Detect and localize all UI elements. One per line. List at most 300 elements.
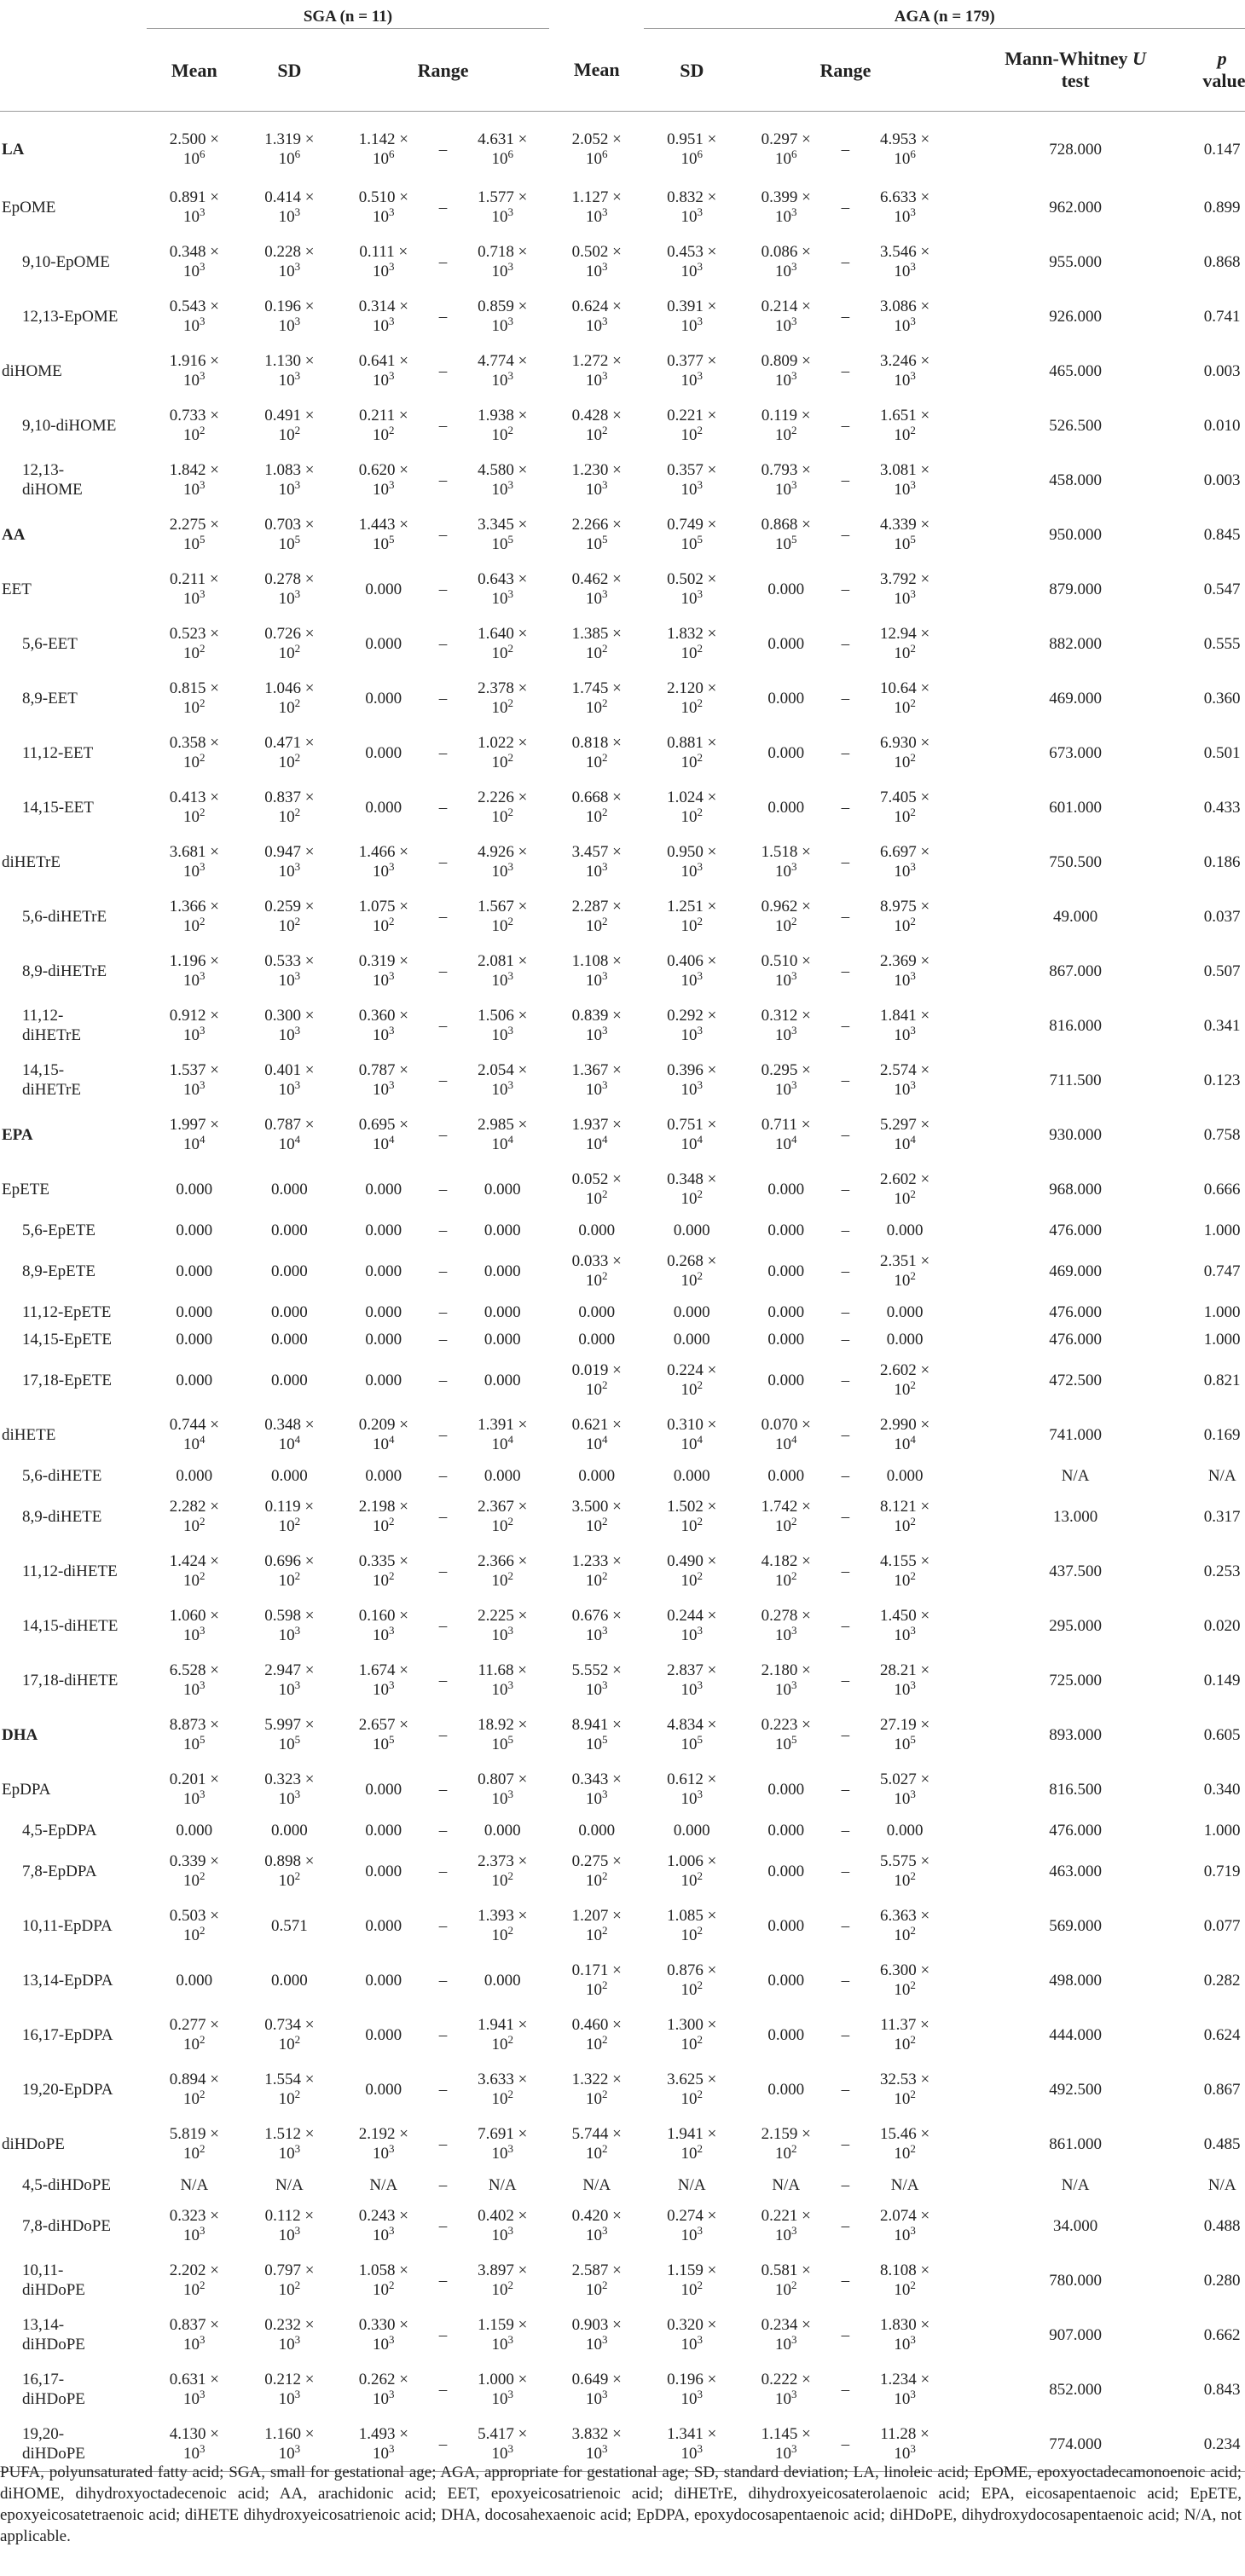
row-label: 17,18-diHETE (22, 1671, 119, 1689)
aga-range-low: 0.000 (767, 1916, 805, 1935)
aga-range-high: 2.602 × $10^2$ (880, 1360, 930, 1399)
aga-range-low: 0.223 × $10^5$ (761, 1715, 811, 1753)
aga-range-low: 0.000 (767, 1221, 805, 1239)
p-value: 0.341 (1203, 1016, 1241, 1035)
range-separator: – (438, 307, 448, 326)
sga-sd: 0.000 (271, 1302, 308, 1321)
aga-sd: 0.377 × $10^3$ (667, 351, 717, 390)
range-separator: – (438, 907, 448, 926)
p-value: 0.845 (1203, 525, 1241, 544)
sga-mean: 0.000 (176, 1821, 213, 1840)
table-row (0, 1326, 1245, 1353)
aga-mean: 1.108 × $10^3$ (571, 951, 622, 990)
table-row (0, 2362, 1245, 2417)
range-separator: – (438, 580, 448, 598)
sga-sd: 0.703 × $10^5$ (264, 515, 315, 553)
range-separator: – (841, 198, 850, 217)
aga-range-high: 3.792 × $10^3$ (880, 569, 930, 608)
aga-sd: 0.832 × $10^3$ (667, 188, 717, 226)
sga-sd: 0.734 × $10^2$ (264, 2015, 315, 2053)
range-separator: – (841, 1725, 850, 1744)
aga-range-low: 0.962 × $10^2$ (761, 897, 811, 935)
sga-range-high: 0.000 (484, 1221, 521, 1239)
aga-sd: 0.749 × $10^5$ (667, 515, 717, 553)
range-separator: – (841, 1916, 850, 1935)
sga-range-low: 0.314 × $10^3$ (358, 297, 408, 335)
table-row (0, 780, 1245, 835)
sga-mean: 0.413 × $10^2$ (169, 788, 219, 826)
sga-range-low: 1.142 × $10^6$ (358, 130, 408, 168)
mann-whitney-value: 930.000 (1049, 1125, 1102, 1144)
table-row (0, 1244, 1245, 1298)
aga-mean: 0.033 × $10^2$ (571, 1251, 622, 1290)
p-value: 0.747 (1203, 1262, 1241, 1280)
range-separator: – (841, 1016, 850, 1035)
aga-sd: 0.000 (673, 1221, 710, 1239)
p-value: N/A (1207, 1466, 1236, 1485)
range-separator: – (438, 2325, 448, 2344)
aga-range-low: 0.086 × $10^3$ (761, 242, 811, 280)
range-separator: – (438, 361, 448, 380)
row-label: diHETrE (2, 852, 61, 871)
aga-mean: 0.052 × $10^2$ (571, 1170, 622, 1208)
sga-sd: 0.000 (271, 1971, 308, 1990)
aga-mean: 0.903 × $10^3$ (571, 2315, 622, 2354)
sga-mean: 0.000 (176, 1371, 213, 1389)
aga-range-low: 0.000 (767, 1821, 805, 1840)
aga-range-low: 0.000 (767, 1180, 805, 1198)
sga-range-low: 0.243 × $10^3$ (358, 2206, 408, 2244)
mann-whitney-value: 492.500 (1049, 2080, 1102, 2099)
aga-mean: 8.941 × $10^5$ (571, 1715, 622, 1753)
aga-range-low: 1.518 × $10^3$ (761, 842, 811, 881)
row-label: 7,8-EpDPA (22, 1862, 97, 1880)
sga-range-high: 4.774 × $10^3$ (478, 351, 528, 390)
aga-sd: 0.274 × $10^3$ (667, 2206, 717, 2244)
sga-range-high: 0.000 (484, 1302, 521, 1321)
table-row (0, 1898, 1245, 1953)
sga-range-low: 1.058 × $10^2$ (358, 2261, 408, 2299)
sga-range-high: 0.000 (484, 1466, 521, 1485)
range-separator: – (438, 140, 448, 159)
aga-range-low: 0.000 (767, 1330, 805, 1349)
table-row (0, 1216, 1245, 1244)
sga-sd: 1.160 × $10^3$ (242, 2417, 338, 2472)
aga-range-high: 5.027 × $10^3$ (880, 1770, 930, 1808)
row-label: 4,5-diHDoPE (22, 2175, 111, 2194)
sga-mean: 3.681 × $10^3$ (169, 842, 219, 881)
sga-range-low: 1.443 × $10^5$ (358, 515, 408, 553)
range-separator: – (841, 1302, 850, 1321)
aga-range-high: 2.574 × $10^3$ (880, 1060, 930, 1099)
sga-range-high: 3.345 × $10^5$ (478, 515, 528, 553)
mann-whitney-value: N/A (1061, 1466, 1090, 1485)
row-label: 12,13- diHOME (22, 461, 83, 499)
aga-mean: 0.676 × $10^3$ (571, 1606, 622, 1644)
row-label: EpETE (2, 1180, 49, 1198)
range-separator: – (438, 198, 448, 217)
p-value: 0.020 (1203, 1616, 1241, 1635)
p-value: 0.507 (1203, 962, 1241, 980)
sga-mean: 1.060 × $10^3$ (169, 1606, 219, 1644)
table-row (0, 671, 1245, 725)
sga-sd: 0.726 × $10^2$ (264, 624, 315, 662)
aga-range-low: 0.295 × $10^3$ (761, 1060, 811, 1099)
aga-range-low: 0.278 × $10^3$ (761, 1606, 811, 1644)
row-label: 8,9-EET (22, 689, 78, 708)
sga-sd: 0.000 (271, 1466, 308, 1485)
table-row (0, 1107, 1245, 1162)
aga-range-low: 1.145 × $10^3$ (739, 2417, 832, 2472)
mann-whitney-value: 569.000 (1049, 1916, 1102, 1935)
sga-mean: 0.744 × $10^4$ (169, 1415, 219, 1453)
aga-range-high: 27.19 × $10^5$ (880, 1715, 930, 1753)
sga-mean: 0.211 × $10^3$ (170, 569, 219, 608)
range-separator: – (841, 1821, 850, 1840)
sga-range-high: 1.393 × $10^2$ (478, 1906, 528, 1944)
range-separator: – (841, 2134, 850, 2153)
aga-mean: 0.000 (578, 1821, 616, 1840)
mann-whitney-value: 852.000 (1049, 2380, 1102, 2399)
aga-range-high: 0.000 (886, 1221, 924, 1239)
sga-mean: 0.000 (176, 1180, 213, 1198)
sga-mean: 0.000 (176, 1971, 213, 1990)
range-separator: – (841, 1125, 850, 1144)
p-value: 0.037 (1203, 907, 1241, 926)
row-label: diHOME (2, 361, 62, 380)
p-value: 1.000 (1203, 1221, 1241, 1239)
aga-range-high: 1.234 × $10^3$ (880, 2370, 930, 2408)
sga-range-low: 2.198 × $10^2$ (358, 1497, 408, 1535)
aga-range-high: N/A (890, 2175, 919, 2194)
row-label: 14,15- diHETrE (22, 1061, 81, 1099)
mann-whitney-value: 741.000 (1049, 1425, 1102, 1444)
mann-whitney-value: 601.000 (1049, 798, 1102, 817)
table-row (0, 289, 1245, 344)
sga-range-low: 0.360 × $10^3$ (358, 1006, 408, 1044)
range-separator: – (438, 1371, 448, 1389)
aga-range-low: 0.119 × $10^2$ (761, 406, 811, 444)
sga-range-low: 0.000 (365, 1330, 402, 1349)
row-label: 11,12- diHETrE (22, 1007, 81, 1044)
aga-range-high: 2.602 × $10^2$ (880, 1170, 930, 1208)
range-separator: – (438, 1780, 448, 1799)
sga-sd: 0.196 × $10^3$ (264, 297, 315, 335)
sga-range-low: 0.510 × $10^3$ (358, 188, 408, 226)
range-separator: – (438, 1016, 448, 1035)
p-value: 0.821 (1203, 1371, 1241, 1389)
range-separator: – (841, 1862, 850, 1880)
aga-sd: 0.391 × $10^3$ (667, 297, 717, 335)
range-separator: – (438, 1071, 448, 1089)
sga-sd: 0.598 × $10^3$ (264, 1606, 315, 1644)
row-label: 5,6-EpETE (22, 1221, 96, 1239)
range-separator: – (438, 1425, 448, 1444)
sga-mean: N/A (180, 2175, 209, 2194)
table-row (0, 2198, 1245, 2253)
sga-mean: 0.348 × $10^3$ (169, 242, 219, 280)
table-row (0, 2062, 1245, 2117)
aga-sd: 4.834 × $10^5$ (667, 1715, 717, 1753)
sga-sd: 0.696 × $10^2$ (264, 1551, 315, 1590)
range-separator: – (438, 471, 448, 489)
range-separator: – (841, 1330, 850, 1349)
row-label: diHETE (2, 1425, 56, 1444)
mann-whitney-value: 774.000 (952, 2417, 1200, 2472)
range-separator: – (841, 580, 850, 598)
range-separator: – (841, 2025, 850, 2044)
aga-mean: 2.287 × $10^2$ (571, 897, 622, 935)
aga-mean: 1.322 × $10^2$ (571, 2070, 622, 2108)
sga-sd: 0.491 × $10^2$ (264, 406, 315, 444)
sga-mean: 0.000 (176, 1262, 213, 1280)
aga-sd: 0.320 × $10^3$ (667, 2315, 717, 2354)
p-value: 0.501 (1203, 743, 1241, 762)
sga-range-high: 0.000 (484, 1330, 521, 1349)
row-label: 9,10-EpOME (22, 252, 110, 271)
sga-mean: 0.358 × $10^2$ (169, 733, 219, 771)
sga-mean: 0.912 × $10^3$ (169, 1006, 219, 1044)
mann-whitney-value: 879.000 (1049, 580, 1102, 598)
p-value: 0.843 (1203, 2380, 1241, 2399)
table-row (0, 835, 1245, 889)
aga-range-high: 0.000 (886, 1302, 924, 1321)
sga-range-low: 0.000 (365, 1371, 402, 1389)
aga-range-low: 0.000 (767, 1780, 805, 1799)
range-separator: – (438, 2175, 448, 2194)
row-label: 7,8-diHDoPE (22, 2216, 111, 2235)
p-value: 0.147 (1203, 140, 1241, 159)
aga-sd: 0.502 × $10^3$ (667, 569, 717, 608)
aga-range-high: 2.990 × $10^4$ (880, 1415, 930, 1453)
p-value: 0.555 (1203, 634, 1241, 653)
range-separator: – (438, 1221, 448, 1239)
aga-mean: 0.019 × $10^2$ (571, 1360, 622, 1399)
range-separator: – (438, 416, 448, 435)
aga-range-low: 0.000 (767, 580, 805, 598)
sga-sd: 0.000 (271, 1371, 308, 1389)
p-value: 0.867 (1203, 2080, 1241, 2099)
aga-mean: 0.460 × $10^2$ (571, 2015, 622, 2053)
aga-mean: 0.000 (578, 1466, 616, 1485)
p-value: 0.547 (1203, 580, 1241, 598)
p-value: 0.741 (1203, 307, 1241, 326)
aga-mean: 0.649 × $10^3$ (571, 2370, 622, 2408)
aga-sd: 0.196 × $10^3$ (667, 2370, 717, 2408)
row-label: EpOME (2, 198, 56, 217)
sga-range-low: 1.674 × $10^3$ (358, 1661, 408, 1699)
mann-whitney-value: 469.000 (1049, 1262, 1102, 1280)
aga-range-high: 3.246 × $10^3$ (880, 351, 930, 390)
row-label: LA (2, 140, 25, 159)
aga-range-low: 0.234 × $10^3$ (761, 2315, 811, 2354)
sga-range-low: 0.160 × $10^3$ (358, 1606, 408, 1644)
table-row (0, 1953, 1245, 2007)
sga-range-low: 2.657 × $10^5$ (358, 1715, 408, 1753)
range-separator: – (438, 798, 448, 817)
sga-sd: 0.787 × $10^4$ (264, 1115, 315, 1153)
row-label: diHDoPE (2, 2134, 65, 2153)
range-separator: – (438, 852, 448, 871)
range-separator: – (841, 798, 850, 817)
sga-sd: 0.228 × $10^3$ (264, 242, 315, 280)
aga-sd: 0.876 × $10^2$ (667, 1961, 717, 1999)
aga-range-high: 5.575 × $10^2$ (880, 1851, 930, 1890)
aga-sd: 0.244 × $10^3$ (667, 1606, 717, 1644)
sga-range-high: 2.081 × $10^3$ (478, 951, 528, 990)
mann-whitney-value: 728.000 (1049, 140, 1102, 159)
row-label: 5,6-diHETrE (22, 907, 107, 926)
sga-range-high: 2.378 × $10^2$ (478, 679, 528, 717)
range-separator: – (438, 2380, 448, 2399)
mann-whitney-value: 907.000 (1049, 2325, 1102, 2344)
sga-mean: 0.523 × $10^2$ (169, 624, 219, 662)
aga-mean: 5.744 × $10^2$ (571, 2124, 622, 2163)
sga-range-low: 0.000 (365, 689, 402, 708)
col-header-sga-mean: Mean (147, 29, 242, 112)
mann-whitney-value: 867.000 (1049, 962, 1102, 980)
range-separator: – (841, 307, 850, 326)
aga-mean: 3.500 × $10^2$ (571, 1497, 622, 1535)
aga-range-high: 0.000 (886, 1466, 924, 1485)
range-separator: – (438, 1971, 448, 1990)
aga-sd: 1.341 × $10^3$ (644, 2417, 739, 2472)
aga-mean: 1.385 × $10^2$ (571, 624, 622, 662)
range-separator: – (841, 2271, 850, 2290)
aga-range-high: 2.074 × $10^3$ (880, 2206, 930, 2244)
sga-range-high: 5.417 × $10^3$ (456, 2417, 549, 2472)
aga-mean: 3.832 × $10^3$ (549, 2417, 645, 2472)
table-row (0, 344, 1245, 398)
aga-range-high: 6.633 × $10^3$ (880, 188, 930, 226)
range-separator: – (841, 1671, 850, 1689)
aga-range-high: 6.300 × $10^2$ (880, 1961, 930, 1999)
mann-whitney-value: 476.000 (1049, 1821, 1102, 1840)
table-body (0, 112, 1245, 2472)
sga-mean: 0.894 × $10^2$ (169, 2070, 219, 2108)
aga-range-high: 15.46 × $10^2$ (880, 2124, 930, 2163)
aga-sd: 0.221 × $10^2$ (667, 406, 717, 444)
row-label: 8,9-EpETE (22, 1262, 96, 1280)
aga-range-low: 4.182 × $10^2$ (761, 1551, 811, 1590)
sga-range-high: 2.373 × $10^2$ (478, 1851, 528, 1890)
sga-sd: 0.323 × $10^3$ (264, 1770, 315, 1808)
sga-sd: 0.471 × $10^2$ (264, 733, 315, 771)
range-separator: – (438, 634, 448, 653)
mann-whitney-value: 463.000 (1049, 1862, 1102, 1880)
mann-whitney-value: 711.500 (1049, 1071, 1102, 1089)
range-separator: – (841, 1507, 850, 1526)
range-separator: – (438, 1302, 448, 1321)
aga-range-low: 0.070 × $10^4$ (761, 1415, 811, 1453)
aga-sd: 0.292 × $10^3$ (667, 1006, 717, 1044)
sga-sd: N/A (275, 2175, 304, 2194)
sga-mean: 0.201 × $10^3$ (169, 1770, 219, 1808)
range-separator: – (841, 252, 850, 271)
range-separator: – (841, 1616, 850, 1635)
row-label: 16,17-EpDPA (22, 2025, 113, 2044)
row-label: 16,17- diHDoPE (22, 2371, 85, 2408)
mann-whitney-value: 465.000 (1049, 361, 1102, 380)
table-row (0, 1598, 1245, 1653)
aga-sd: 0.000 (673, 1466, 710, 1485)
row-label: 13,14- diHDoPE (22, 2316, 85, 2354)
sga-range-low: 0.000 (365, 1971, 402, 1990)
aga-range-low: 0.297 × $10^6$ (761, 130, 811, 168)
row-label: 5,6-diHETE (22, 1466, 102, 1485)
aga-mean: 1.272 × $10^3$ (571, 351, 622, 390)
sga-sd: 0.000 (271, 1330, 308, 1349)
aga-range-high: 2.351 × $10^2$ (880, 1251, 930, 1290)
range-separator: – (841, 1071, 850, 1089)
row-label: 5,6-EET (22, 634, 78, 653)
sga-sd: 0.278 × $10^3$ (264, 569, 315, 608)
aga-range-high: 6.930 × $10^2$ (880, 733, 930, 771)
aga-range-high: 5.297 × $10^4$ (880, 1115, 930, 1153)
mann-whitney-value: 476.000 (1049, 1221, 1102, 1239)
aga-range-high: 1.830 × $10^3$ (880, 2315, 930, 2354)
aga-range-high: 11.28 × $10^3$ (859, 2417, 952, 2472)
sga-mean: 1.916 × $10^3$ (169, 351, 219, 390)
sga-sd: 1.319 × $10^6$ (264, 130, 315, 168)
row-label: AA (2, 525, 26, 544)
sga-range-low: 0.211 × $10^2$ (359, 406, 408, 444)
p-value: 0.003 (1203, 471, 1241, 489)
sga-range-high: 0.000 (484, 1821, 521, 1840)
sga-range-high: 2.367 × $10^2$ (478, 1497, 528, 1535)
aga-mean: 0.818 × $10^2$ (571, 733, 622, 771)
table-row (0, 112, 1245, 181)
range-separator: – (438, 1466, 448, 1485)
aga-sd: 0.406 × $10^3$ (667, 951, 717, 990)
range-separator: – (841, 907, 850, 926)
sga-range-high: 1.506 × $10^3$ (478, 1006, 528, 1044)
range-separator: – (438, 743, 448, 762)
p-value: 0.488 (1203, 2216, 1241, 2235)
range-separator: – (438, 1862, 448, 1880)
range-separator: – (841, 852, 850, 871)
p-value: 0.077 (1203, 1916, 1241, 1935)
sga-sd: 0.112 × $10^3$ (264, 2206, 315, 2244)
aga-sd: 0.310 × $10^4$ (667, 1415, 717, 1453)
sga-range-low: 0.262 × $10^3$ (358, 2370, 408, 2408)
aga-range-low: 0.000 (767, 1971, 805, 1990)
mann-whitney-value: 472.500 (1049, 1371, 1102, 1389)
sga-range-high: 18.92 × $10^5$ (478, 1715, 528, 1753)
mann-whitney-value: 673.000 (1049, 743, 1102, 762)
aga-sd: 1.832 × $10^2$ (667, 624, 717, 662)
sga-range-high: 4.580 × $10^3$ (478, 460, 528, 499)
sga-sd: 0.259 × $10^2$ (264, 897, 315, 935)
aga-sd: 2.120 × $10^2$ (667, 679, 717, 717)
sga-range-high: 1.577 × $10^3$ (478, 188, 528, 226)
sga-mean: 1.424 × $10^2$ (169, 1551, 219, 1590)
table-row (0, 234, 1245, 289)
p-value: 1.000 (1203, 1330, 1241, 1349)
p-value: 0.123 (1203, 1071, 1241, 1089)
aga-sd: 0.751 × $10^4$ (667, 1115, 717, 1153)
aga-sd: 0.357 × $10^3$ (667, 460, 717, 499)
range-separator: – (841, 1971, 850, 1990)
table-footnote: PUFA, polyunsaturated fatty acid; SGA, small for gestational age; AGA, appropriate for gestational age; SD, standard deviation; LA, linoleic acid; EpOME, epoxyoctadecamonoenoic acid; diHOME, dihydroxyoctadecenoic acid; AA, arachidonic acid; EET, epoxyeicosatrienoic acid; diHETrE, dihydroxyeicosaterolaenoic acid; EPA, eicosapentaenoic acid; EpETE, epoxyeicosatetraenoic acid; diHETE dihydroxyeicosatrienoic acid; DHA, docosahexaenoic acid; EpDPA, epoxydocosapentaenoic acid; diHDoPE, dihydroxydocosapentaenoic acid; N/A, not applicable. (0, 2463, 1242, 2545)
range-separator: – (438, 2134, 448, 2153)
range-separator: – (438, 1562, 448, 1580)
aga-range-low: 0.000 (767, 689, 805, 708)
aga-sd: 1.251 × $10^2$ (667, 897, 717, 935)
range-separator: – (438, 1671, 448, 1689)
col-header-aga-mean: Mean (549, 29, 645, 112)
sga-sd: 5.997 × $10^5$ (264, 1715, 315, 1753)
